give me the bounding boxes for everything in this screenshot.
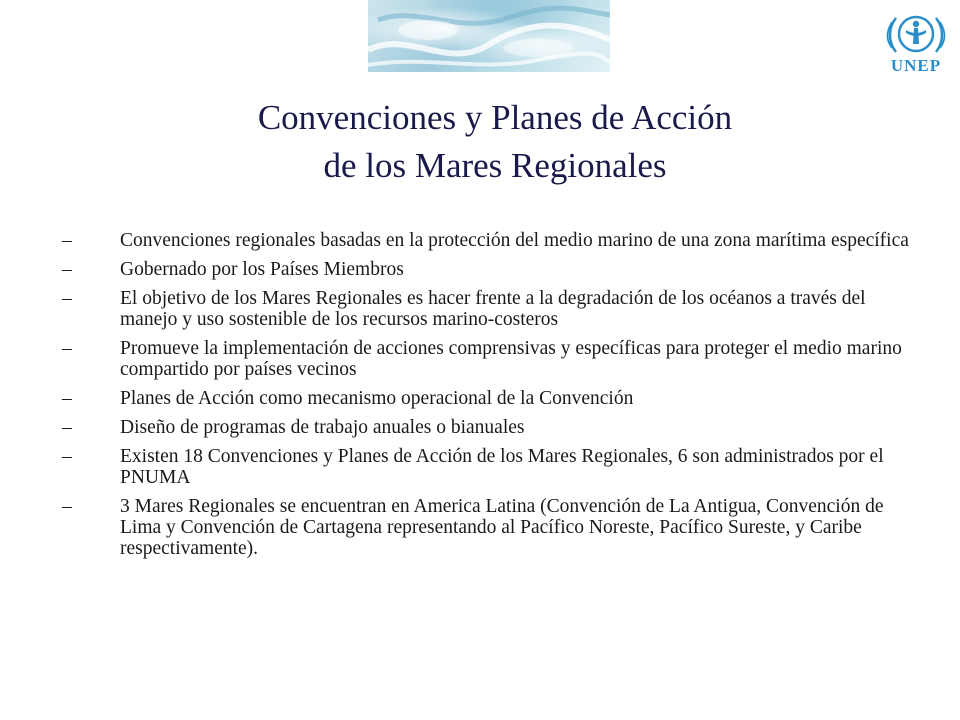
- bullet-item: [62, 446, 912, 488]
- title-line-1: Convenciones y Planes de Acción: [257, 98, 733, 137]
- bullet-marker: –: [62, 338, 72, 359]
- bullet-marker: –: [62, 417, 72, 438]
- bullet-item: [62, 338, 912, 380]
- bullet-text: El objetivo de los Mares Regionales es hacer frente a la degradación de los océanos a través del manejo y uso sostenible de los recursos marino-costeros: [120, 288, 866, 330]
- bullet-marker: –: [62, 446, 72, 467]
- bullet-marker: –: [62, 388, 72, 409]
- water-ripple-graphic: [368, 0, 610, 72]
- slide-title: [100, 94, 890, 190]
- bullet-text: Convenciones regionales basadas en la protección del medio marino de una zona marítima específica: [120, 230, 909, 251]
- bullet-text: Promueve la implementación de acciones comprensivas y específicas para proteger el medio marino compartido por países vecinos: [120, 338, 902, 380]
- bullet-item: [62, 496, 912, 559]
- bullet-text: 3 Mares Regionales se encuentran en America Latina (Convención de La Antigua, Convención de Lima y Convención de Cartagena representando al Pacífico Noreste, Pacífico Sureste, y Caribe respectivamente).: [120, 496, 884, 559]
- water-ripple-image: [368, 0, 610, 72]
- bullet-marker: –: [62, 259, 72, 280]
- bullet-marker: –: [62, 288, 72, 309]
- unep-logo-text: UNEP: [890, 56, 942, 75]
- bullet-marker: –: [62, 496, 72, 517]
- bullet-list: [62, 230, 912, 567]
- bullet-item: [62, 230, 912, 251]
- bullet-item: [62, 259, 912, 280]
- bullet-marker: –: [62, 230, 72, 251]
- title-line-2: de los Mares Regionales: [323, 146, 667, 185]
- bullet-item: [62, 388, 912, 409]
- bullet-text: Gobernado por los Países Miembros: [120, 259, 404, 280]
- bullet-item: [62, 417, 912, 438]
- bullet-text: Diseño de programas de trabajo anuales o bianuales: [120, 417, 525, 438]
- bullet-text: Existen 18 Convenciones y Planes de Acción de los Mares Regionales, 6 son administrados por el PNUMA: [120, 446, 884, 488]
- bullet-item: [62, 288, 912, 330]
- bullet-text: Planes de Acción como mecanismo operacional de la Convención: [120, 388, 634, 409]
